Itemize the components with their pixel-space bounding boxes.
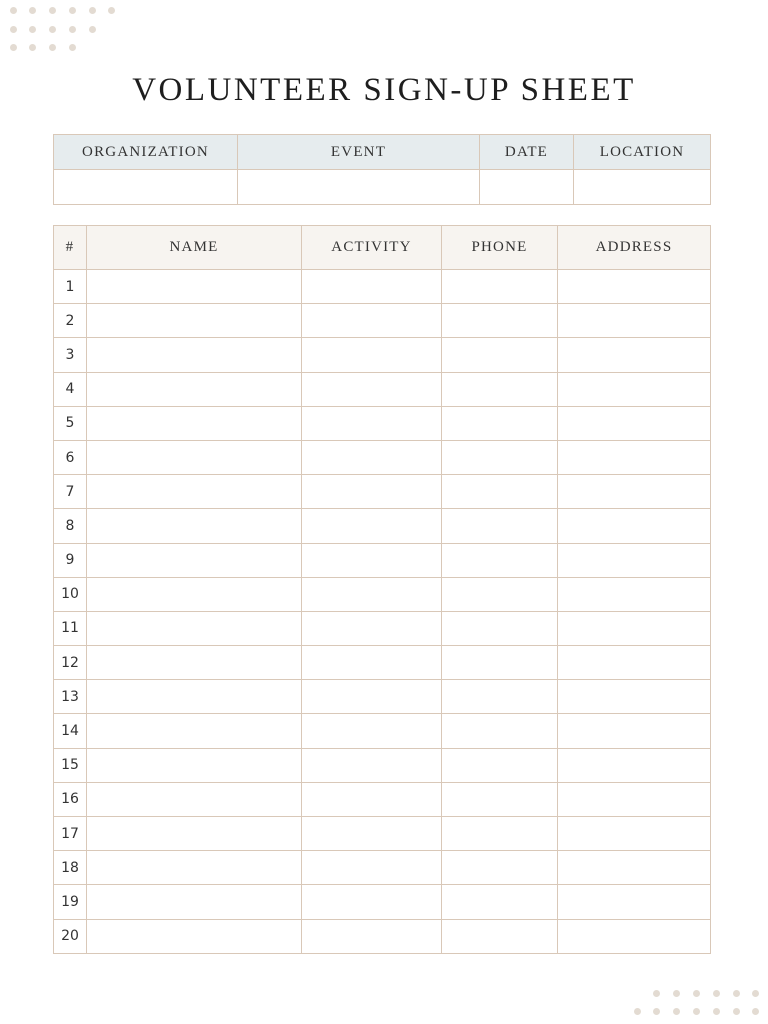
name-cell[interactable] bbox=[87, 304, 302, 338]
phone-cell[interactable] bbox=[442, 885, 558, 919]
row-number: 13 bbox=[54, 680, 87, 714]
name-cell[interactable] bbox=[87, 406, 302, 440]
phone-cell[interactable] bbox=[442, 475, 558, 509]
phone-cell[interactable] bbox=[442, 372, 558, 406]
table-row bbox=[54, 782, 711, 816]
address-cell[interactable] bbox=[558, 817, 711, 851]
info-header-row bbox=[54, 135, 711, 170]
address-cell[interactable] bbox=[558, 680, 711, 714]
address-cell[interactable] bbox=[558, 885, 711, 919]
address-header: ADDRESS bbox=[558, 226, 711, 270]
decorative-dot bbox=[752, 1008, 759, 1015]
table-row bbox=[54, 372, 711, 406]
phone-cell[interactable] bbox=[442, 919, 558, 953]
activity-cell[interactable] bbox=[302, 817, 442, 851]
decorative-dot bbox=[10, 7, 17, 14]
decorative-dot bbox=[69, 44, 76, 51]
activity-cell[interactable] bbox=[302, 680, 442, 714]
address-cell[interactable] bbox=[558, 304, 711, 338]
address-cell[interactable] bbox=[558, 748, 711, 782]
address-cell[interactable] bbox=[558, 851, 711, 885]
row-number: 19 bbox=[54, 885, 87, 919]
organization-header: ORGANIZATION bbox=[54, 135, 238, 170]
decorative-dot bbox=[752, 990, 759, 997]
page-title: VOLUNTEER SIGN-UP SHEET bbox=[132, 72, 636, 108]
row-number: 14 bbox=[54, 714, 87, 748]
row-number: 3 bbox=[54, 338, 87, 372]
row-number: 9 bbox=[54, 543, 87, 577]
row-number: 10 bbox=[54, 577, 87, 611]
name-cell[interactable] bbox=[87, 372, 302, 406]
decorative-dot bbox=[693, 1008, 700, 1015]
row-number: 7 bbox=[54, 475, 87, 509]
activity-cell[interactable] bbox=[302, 611, 442, 645]
decorative-dot bbox=[29, 26, 36, 33]
name-cell[interactable] bbox=[87, 885, 302, 919]
activity-cell[interactable] bbox=[302, 782, 442, 816]
address-cell[interactable] bbox=[558, 714, 711, 748]
decorative-dot bbox=[653, 1008, 660, 1015]
activity-cell[interactable] bbox=[302, 372, 442, 406]
address-cell[interactable] bbox=[558, 372, 711, 406]
name-cell[interactable] bbox=[87, 509, 302, 543]
table-row bbox=[54, 680, 711, 714]
name-cell[interactable] bbox=[87, 270, 302, 304]
row-number: 5 bbox=[54, 406, 87, 440]
table-row bbox=[54, 475, 711, 509]
activity-cell[interactable] bbox=[302, 475, 442, 509]
decorative-dot bbox=[693, 990, 700, 997]
decorative-dot bbox=[673, 1008, 680, 1015]
table-row bbox=[54, 270, 711, 304]
activity-cell[interactable] bbox=[302, 543, 442, 577]
name-cell[interactable] bbox=[87, 577, 302, 611]
address-cell[interactable] bbox=[558, 577, 711, 611]
table-row bbox=[54, 817, 711, 851]
name-cell[interactable] bbox=[87, 748, 302, 782]
decorative-dot bbox=[89, 7, 96, 14]
name-cell[interactable] bbox=[87, 543, 302, 577]
table-row bbox=[54, 714, 711, 748]
decorative-dot bbox=[29, 7, 36, 14]
activity-cell[interactable] bbox=[302, 577, 442, 611]
phone-header: PHONE bbox=[442, 226, 558, 270]
row-number: 15 bbox=[54, 748, 87, 782]
organization-field[interactable] bbox=[54, 170, 238, 205]
activity-header: ACTIVITY bbox=[302, 226, 442, 270]
name-cell[interactable] bbox=[87, 440, 302, 474]
decorative-dot bbox=[69, 7, 76, 14]
table-row bbox=[54, 577, 711, 611]
phone-cell[interactable] bbox=[442, 714, 558, 748]
phone-cell[interactable] bbox=[442, 406, 558, 440]
activity-cell[interactable] bbox=[302, 270, 442, 304]
decorative-dot bbox=[653, 990, 660, 997]
table-row bbox=[54, 611, 711, 645]
address-cell[interactable] bbox=[558, 509, 711, 543]
row-number: 2 bbox=[54, 304, 87, 338]
row-number: 1 bbox=[54, 270, 87, 304]
decorative-dot bbox=[69, 26, 76, 33]
row-number: 20 bbox=[54, 919, 87, 953]
table-row bbox=[54, 543, 711, 577]
phone-cell[interactable] bbox=[442, 440, 558, 474]
name-cell[interactable] bbox=[87, 646, 302, 680]
phone-cell[interactable] bbox=[442, 577, 558, 611]
activity-cell[interactable] bbox=[302, 509, 442, 543]
decorative-dot bbox=[713, 990, 720, 997]
phone-cell[interactable] bbox=[442, 509, 558, 543]
activity-cell[interactable] bbox=[302, 714, 442, 748]
address-cell[interactable] bbox=[558, 475, 711, 509]
decorative-dot bbox=[29, 44, 36, 51]
phone-cell[interactable] bbox=[442, 680, 558, 714]
phone-cell[interactable] bbox=[442, 304, 558, 338]
row-number: 16 bbox=[54, 782, 87, 816]
row-number: 12 bbox=[54, 646, 87, 680]
location-field[interactable] bbox=[574, 170, 711, 205]
phone-cell[interactable] bbox=[442, 270, 558, 304]
table-row bbox=[54, 509, 711, 543]
table-row bbox=[54, 646, 711, 680]
address-cell[interactable] bbox=[558, 543, 711, 577]
phone-cell[interactable] bbox=[442, 851, 558, 885]
number-header: # bbox=[54, 226, 87, 270]
activity-cell[interactable] bbox=[302, 406, 442, 440]
name-cell[interactable] bbox=[87, 338, 302, 372]
name-cell[interactable] bbox=[87, 475, 302, 509]
activity-cell[interactable] bbox=[302, 304, 442, 338]
activity-cell[interactable] bbox=[302, 646, 442, 680]
info-value-row bbox=[54, 170, 711, 205]
decorative-dot bbox=[49, 7, 56, 14]
address-cell[interactable] bbox=[558, 270, 711, 304]
decorative-dot bbox=[49, 44, 56, 51]
location-header: LOCATION bbox=[574, 135, 711, 170]
row-number: 17 bbox=[54, 817, 87, 851]
table-row bbox=[54, 304, 711, 338]
address-cell[interactable] bbox=[558, 406, 711, 440]
decorative-dot bbox=[89, 26, 96, 33]
phone-cell[interactable] bbox=[442, 646, 558, 680]
event-info-table bbox=[53, 134, 711, 205]
table-row bbox=[54, 885, 711, 919]
table-row bbox=[54, 748, 711, 782]
volunteer-header-row bbox=[54, 226, 711, 270]
volunteer-table bbox=[53, 225, 711, 954]
name-cell[interactable] bbox=[87, 817, 302, 851]
decorative-dot bbox=[733, 990, 740, 997]
name-cell[interactable] bbox=[87, 611, 302, 645]
address-cell[interactable] bbox=[558, 782, 711, 816]
phone-cell[interactable] bbox=[442, 338, 558, 372]
name-cell[interactable] bbox=[87, 782, 302, 816]
table-row bbox=[54, 406, 711, 440]
phone-cell[interactable] bbox=[442, 748, 558, 782]
name-cell[interactable] bbox=[87, 851, 302, 885]
date-header: DATE bbox=[480, 135, 574, 170]
activity-cell[interactable] bbox=[302, 885, 442, 919]
table-row bbox=[54, 440, 711, 474]
name-cell[interactable] bbox=[87, 680, 302, 714]
decorative-dot bbox=[10, 44, 17, 51]
name-header: NAME bbox=[87, 226, 302, 270]
activity-cell[interactable] bbox=[302, 919, 442, 953]
table-row bbox=[54, 919, 711, 953]
address-cell[interactable] bbox=[558, 611, 711, 645]
phone-cell[interactable] bbox=[442, 782, 558, 816]
table-row bbox=[54, 851, 711, 885]
activity-cell[interactable] bbox=[302, 748, 442, 782]
decorative-dot bbox=[49, 26, 56, 33]
activity-cell[interactable] bbox=[302, 338, 442, 372]
activity-cell[interactable] bbox=[302, 440, 442, 474]
event-field[interactable] bbox=[238, 170, 480, 205]
address-cell[interactable] bbox=[558, 338, 711, 372]
name-cell[interactable] bbox=[87, 714, 302, 748]
name-cell[interactable] bbox=[87, 919, 302, 953]
row-number: 18 bbox=[54, 851, 87, 885]
row-number: 4 bbox=[54, 372, 87, 406]
activity-cell[interactable] bbox=[302, 851, 442, 885]
decorative-dot bbox=[713, 1008, 720, 1015]
volunteer-rows bbox=[54, 270, 711, 954]
decorative-dot bbox=[733, 1008, 740, 1015]
row-number: 6 bbox=[54, 440, 87, 474]
row-number: 8 bbox=[54, 509, 87, 543]
date-field[interactable] bbox=[480, 170, 574, 205]
address-cell[interactable] bbox=[558, 919, 711, 953]
decorative-dot bbox=[108, 7, 115, 14]
table-row bbox=[54, 338, 711, 372]
phone-cell[interactable] bbox=[442, 543, 558, 577]
event-header: EVENT bbox=[238, 135, 480, 170]
address-cell[interactable] bbox=[558, 646, 711, 680]
phone-cell[interactable] bbox=[442, 817, 558, 851]
address-cell[interactable] bbox=[558, 440, 711, 474]
decorative-dot bbox=[634, 1008, 641, 1015]
decorative-dot bbox=[10, 26, 17, 33]
phone-cell[interactable] bbox=[442, 611, 558, 645]
decorative-dot bbox=[673, 990, 680, 997]
row-number: 11 bbox=[54, 611, 87, 645]
